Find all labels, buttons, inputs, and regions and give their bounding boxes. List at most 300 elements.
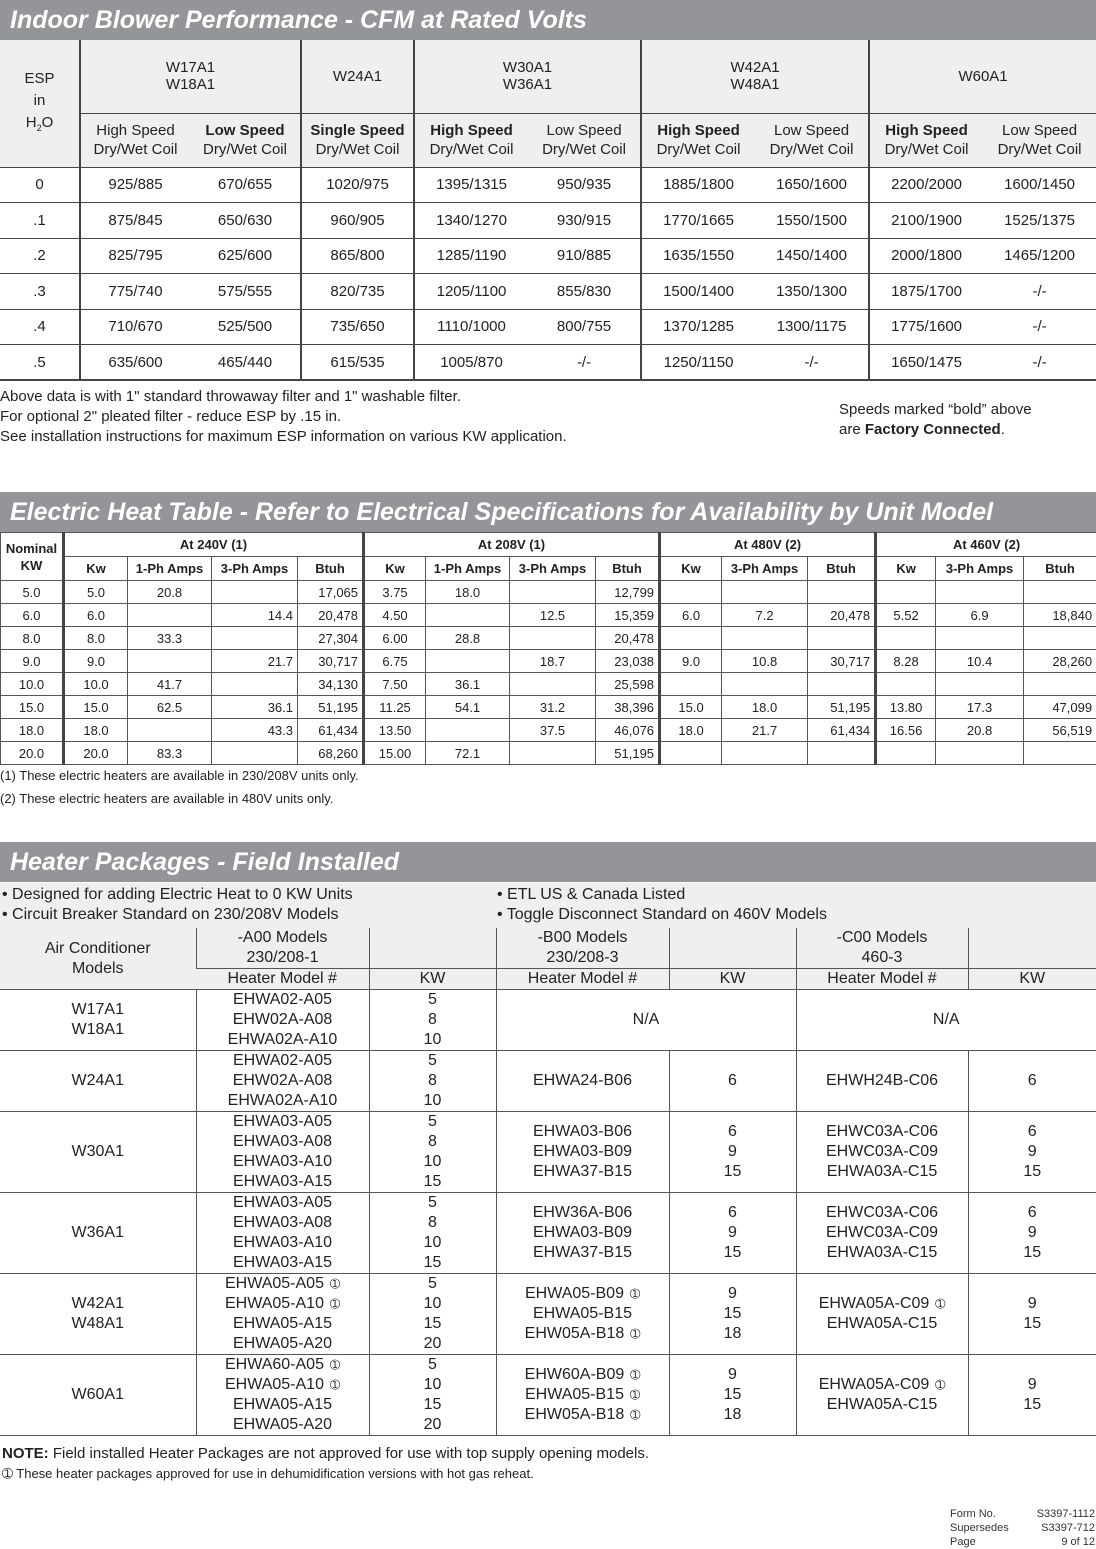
heat-value [128, 604, 212, 627]
blower-note-3: See installation instructions for maximum ESP information on various KW application. [0, 428, 567, 445]
ac-model: W60A1 [0, 1355, 196, 1436]
speed-header [869, 113, 983, 167]
heat-value: 41.7 [128, 673, 212, 696]
cfm-value: 950/935 [528, 167, 641, 203]
column-header: 1-Ph Amps [128, 557, 212, 581]
heat-value: 83.3 [128, 742, 212, 765]
column-header: Kw [876, 557, 936, 581]
heat-value: 7.2 [722, 604, 808, 627]
nominal-kw-value: 10.0 [1, 673, 64, 696]
heat-value: 13.80 [876, 696, 936, 719]
esp-sub: 2 [36, 122, 42, 133]
cfm-value: 1600/1450 [983, 167, 1096, 203]
heat-value: 43.3 [212, 719, 298, 742]
heat-value: 18.0 [64, 719, 128, 742]
kw-header: KW [669, 969, 796, 990]
table-row [0, 345, 1096, 381]
speed-header [528, 113, 641, 167]
nominal-kw-value: 15.0 [1, 696, 64, 719]
blower-note-1: Above data is with 1" standard throwaway filter and 1" washable filter. [0, 388, 461, 405]
circle-note-mark: ➀ [935, 1297, 946, 1311]
table-row [0, 990, 1096, 1051]
voltage-group-header: At 480V (2) [660, 533, 876, 557]
circle-note-mark: ➀ [630, 1408, 641, 1422]
circle-note-mark: ➀ [329, 1358, 341, 1372]
heater-models-a: EHWA03-A05 EHWA03-A08 EHWA03-A10 EHWA03-A15 [196, 1193, 369, 1274]
heat-value [660, 627, 722, 650]
cfm-value: 1465/1200 [983, 238, 1096, 274]
speeds-note [839, 400, 1032, 440]
cfm-value: 1020/975 [301, 167, 414, 203]
column-header: 3-Ph Amps [722, 557, 808, 581]
esp-value: .1 [0, 203, 80, 239]
speed-header [80, 113, 190, 167]
cfm-value: 1550/1500 [755, 203, 869, 239]
heat-value: 28,260 [1024, 650, 1096, 673]
pkg-note-2: ➀ These heater packages approved for use in dehumidification versions with hot gas reheat. [2, 1466, 534, 1481]
heat-value: 8.0 [64, 627, 128, 650]
speed-name: Single Speed [310, 122, 405, 139]
table-row [1, 627, 1096, 650]
speed-name: High Speed [657, 122, 740, 139]
cfm-value: 775/740 [80, 274, 190, 310]
kw-values: 5 10 15 20 [369, 1274, 496, 1355]
esp-value: .5 [0, 345, 80, 381]
heat-value: 34,130 [298, 673, 364, 696]
bullet-right-2: • Toggle Disconnect Standard on 460V Models [497, 906, 827, 923]
form-info-values [1037, 1507, 1095, 1549]
cfm-value: 2100/1900 [869, 203, 983, 239]
voltage-group-header: At 208V (1) [364, 533, 660, 557]
esp-value: .4 [0, 309, 80, 345]
heat-value: 18.0 [426, 581, 510, 604]
cfm-value: 615/535 [301, 345, 414, 381]
heat-value: 38,396 [596, 696, 660, 719]
heater-model-header: Heater Model # [796, 969, 968, 990]
cfm-value: 710/670 [80, 309, 190, 345]
table-row [1, 719, 1096, 742]
speed-name: Low Speed [1002, 122, 1078, 139]
coil-label: Dry/Wet Coil [656, 141, 741, 158]
kw-values: 9 15 18 [669, 1355, 796, 1436]
speed-header [983, 113, 1096, 167]
ac-model: W42A1 W48A1 [0, 1274, 196, 1355]
heater-models-c: EHWC03A-C06 EHWC03A-C09 EHWA03A-C15 [796, 1112, 968, 1193]
model-group-header: -A00 Models 230/208-1 [196, 928, 369, 969]
kw-values: 9 15 18 [669, 1274, 796, 1355]
cfm-value: 1875/1700 [869, 274, 983, 310]
kw-values: 6 9 15 [968, 1193, 1096, 1274]
kw-header: KW [369, 969, 496, 990]
heat-value: 6.9 [936, 604, 1024, 627]
heat-value: 10.8 [722, 650, 808, 673]
table-row [0, 1112, 1096, 1193]
heat-value [212, 581, 298, 604]
kw-group-blank [369, 928, 496, 969]
voltage-group-header: At 240V (1) [64, 533, 364, 557]
heat-value [426, 604, 510, 627]
heater-models-c: EHWH24B-C06 [796, 1051, 968, 1112]
heat-value: 21.7 [722, 719, 808, 742]
heat-value [510, 673, 596, 696]
heat-value: 20,478 [298, 604, 364, 627]
kw-values: 5 10 15 20 [369, 1355, 496, 1436]
ac-model: W17A1 W18A1 [0, 990, 196, 1051]
heat-value: 15,359 [596, 604, 660, 627]
heat-value: 61,434 [808, 719, 876, 742]
model-group-header: -B00 Models 230/208-3 [496, 928, 669, 969]
heat-value [722, 627, 808, 650]
speeds-note-line-2: are [839, 421, 865, 438]
kw-values: 5 8 10 [369, 1051, 496, 1112]
cfm-value: 625/600 [190, 238, 301, 274]
heat-value: 28.8 [426, 627, 510, 650]
heat-value: 27,304 [298, 627, 364, 650]
bullet-left-1: • Designed for adding Electric Heat to 0 KW Units [2, 886, 353, 903]
heat-value: 8.28 [876, 650, 936, 673]
coil-label: Dry/Wet Coil [203, 141, 287, 158]
kw-values: 6 9 15 [669, 1112, 796, 1193]
kw-values: 6 9 15 [669, 1193, 796, 1274]
circle-note-mark: ➀ [329, 1297, 341, 1311]
cfm-value: 525/500 [190, 309, 301, 345]
heat-value [1024, 627, 1096, 650]
heat-value [876, 627, 936, 650]
blower-title: Indoor Blower Performance - CFM at Rated Volts [0, 0, 1096, 40]
heat-value: 62.5 [128, 696, 212, 719]
model-header: W17A1 W18A1 [80, 40, 301, 113]
kw-values: 5 8 10 15 [369, 1193, 496, 1274]
heater-models-a: EHWA03-A05 EHWA03-A08 EHWA03-A10 EHWA03-A15 [196, 1112, 369, 1193]
model-group-header: -C00 Models 460-3 [796, 928, 968, 969]
table-row [0, 203, 1096, 239]
nominal-kw-header: Nominal KW [1, 533, 64, 581]
pkg-note [2, 1445, 649, 1462]
heat-value: 6.0 [64, 604, 128, 627]
table-row [1, 650, 1096, 673]
cfm-value: 670/655 [190, 167, 301, 203]
heat-value: 20.8 [936, 719, 1024, 742]
kw-values: 9 15 [968, 1355, 1096, 1436]
electric-heat-table [0, 532, 1096, 765]
heater-packages-table [0, 928, 1096, 1436]
table-row [0, 238, 1096, 274]
esp-h: H [25, 113, 37, 131]
cfm-value: 1005/870 [414, 345, 528, 381]
heat-value: 11.25 [364, 696, 426, 719]
pkg-bullets [0, 883, 1096, 929]
cfm-value: 1300/1175 [755, 309, 869, 345]
page-number: 9 of 12 [1061, 1536, 1095, 1548]
cfm-value: 960/905 [301, 203, 414, 239]
esp-in: in [33, 91, 46, 109]
heater-model-header: Heater Model # [496, 969, 669, 990]
note-label: NOTE: [2, 1445, 49, 1462]
table-row [1, 581, 1096, 604]
heat-value: 9.0 [660, 650, 722, 673]
heat-value: 9.0 [64, 650, 128, 673]
cfm-value: 1285/1190 [414, 238, 528, 274]
heater-models-b: EHWA05-B09 ➀ EHWA05-B15 EHW05A-B18 ➀ [496, 1274, 669, 1355]
kw-header: KW [968, 969, 1096, 990]
circle-note-mark: ➀ [630, 1368, 641, 1382]
table-row [1, 673, 1096, 696]
table-row [0, 274, 1096, 310]
heat-value: 4.50 [364, 604, 426, 627]
heat-value: 20.0 [64, 742, 128, 765]
heat-value [212, 673, 298, 696]
heat-value: 12.5 [510, 604, 596, 627]
heater-models-a: EHWA02-A05 EHW02A-A08 EHWA02A-A10 [196, 990, 369, 1051]
model-header: W42A1 W48A1 [641, 40, 869, 113]
column-header: 1-Ph Amps [426, 557, 510, 581]
heat-value [936, 581, 1024, 604]
cfm-value: 930/915 [528, 203, 641, 239]
form-number: S3397-1112 [1036, 1508, 1095, 1520]
heat-value [808, 673, 876, 696]
esp-o: O [41, 113, 54, 131]
heat-value [510, 627, 596, 650]
esp-label: ESP [24, 69, 55, 87]
heat-value: 7.50 [364, 673, 426, 696]
heater-models-b: EHW60A-B09 ➀ EHWA05-B15 ➀ EHW05A-B18 ➀ [496, 1355, 669, 1436]
heat-value: 17,065 [298, 581, 364, 604]
heat-value: 14.4 [212, 604, 298, 627]
bullet-right-1: • ETL US & Canada Listed [497, 886, 686, 903]
heat-value: 30,717 [808, 650, 876, 673]
heat-value: 37.5 [510, 719, 596, 742]
heat-value [128, 719, 212, 742]
heat-value: 13.50 [364, 719, 426, 742]
cfm-value: 1775/1600 [869, 309, 983, 345]
cfm-value: 650/630 [190, 203, 301, 239]
heater-model-header: Heater Model # [196, 969, 369, 990]
heat-value: 21.7 [212, 650, 298, 673]
kw-values: 5 8 10 15 [369, 1112, 496, 1193]
form-info-labels [950, 1507, 1009, 1549]
heat-value: 31.2 [510, 696, 596, 719]
elec-title: Electric Heat Table - Refer to Electrical Specifications for Availability by Unit Model [0, 492, 1096, 532]
cfm-value: 735/650 [301, 309, 414, 345]
ac-model: W36A1 [0, 1193, 196, 1274]
coil-label: Dry/Wet Coil [884, 141, 969, 158]
heat-value: 15.0 [64, 696, 128, 719]
heat-value: 15.0 [660, 696, 722, 719]
cfm-value: 1450/1400 [755, 238, 869, 274]
cfm-value: 1110/1000 [414, 309, 528, 345]
nominal-kw-value: 6.0 [1, 604, 64, 627]
circle-note-mark: ➀ [935, 1378, 946, 1392]
column-header: Kw [364, 557, 426, 581]
heat-value: 6.0 [660, 604, 722, 627]
cfm-value: 1650/1600 [755, 167, 869, 203]
bullet-left-2: • Circuit Breaker Standard on 230/208V Models [2, 906, 339, 923]
speed-name: High Speed [885, 122, 968, 139]
heat-value [426, 650, 510, 673]
heater-models-a: EHWA60-A05 ➀ EHWA05-A10 ➀ EHWA05-A15 EHWA05-A20 [196, 1355, 369, 1436]
circle-note-mark: ➀ [630, 1327, 641, 1341]
kw-group-blank [968, 928, 1096, 969]
heat-value: 18,840 [1024, 604, 1096, 627]
page-label: Page [950, 1536, 976, 1548]
heat-value [808, 742, 876, 765]
table-row [1, 696, 1096, 719]
heat-value [876, 581, 936, 604]
coil-label: Dry/Wet Coil [429, 141, 514, 158]
coil-label: Dry/Wet Coil [542, 141, 626, 158]
speed-name: High Speed [430, 122, 513, 139]
kw-group-blank [669, 928, 796, 969]
heater-models-c: EHWA05A-C09 ➀ EHWA05A-C15 [796, 1355, 968, 1436]
heat-value [128, 650, 212, 673]
cfm-value: 1635/1550 [641, 238, 755, 274]
cfm-value: 635/600 [80, 345, 190, 381]
cfm-value: 1370/1285 [641, 309, 755, 345]
table-row [0, 1355, 1096, 1436]
heat-value: 61,434 [298, 719, 364, 742]
heat-value: 18.0 [660, 719, 722, 742]
speed-name: Low Speed [205, 122, 285, 139]
blower-note-2: For optional 2" pleated filter - reduce ESP by .15 in. [0, 408, 342, 425]
model-header: W24A1 [301, 40, 414, 113]
column-header: Btuh [808, 557, 876, 581]
heat-value: 23,038 [596, 650, 660, 673]
heat-value: 56,519 [1024, 719, 1096, 742]
cfm-value: 910/885 [528, 238, 641, 274]
speed-header [641, 113, 755, 167]
blower-notes [0, 387, 567, 447]
supersedes-label: Supersedes [950, 1522, 1009, 1534]
cfm-value: 855/830 [528, 274, 641, 310]
heater-models-b: EHW36A-B06 EHWA03-B09 EHWA37-B15 [496, 1193, 669, 1274]
heat-value: 5.0 [64, 581, 128, 604]
cfm-value: 575/555 [190, 274, 301, 310]
table-row [0, 1274, 1096, 1355]
cfm-value: 1500/1400 [641, 274, 755, 310]
esp-value: .2 [0, 238, 80, 274]
column-header: Kw [660, 557, 722, 581]
coil-label: Dry/Wet Coil [769, 141, 854, 158]
heat-value: 36.1 [212, 696, 298, 719]
speed-name: Low Speed [774, 122, 850, 139]
heat-value [1024, 673, 1096, 696]
heater-models-a: EHWA05-A05 ➀ EHWA05-A10 ➀ EHWA05-A15 EHWA05-A20 [196, 1274, 369, 1355]
heat-value: 25,598 [596, 673, 660, 696]
heat-value: 17.3 [936, 696, 1024, 719]
cfm-value: 1340/1270 [414, 203, 528, 239]
speed-header [414, 113, 528, 167]
column-header: 3-Ph Amps [212, 557, 298, 581]
heat-value [808, 627, 876, 650]
heat-value [722, 673, 808, 696]
heat-value: 5.52 [876, 604, 936, 627]
heater-models-b: EHWA24-B06 [496, 1051, 669, 1112]
heat-value: 51,195 [808, 696, 876, 719]
heat-value [212, 742, 298, 765]
circle-note-mark: ➀ [329, 1277, 341, 1291]
speed-header [755, 113, 869, 167]
circle-note-mark: ➀ [629, 1388, 641, 1402]
heat-value: 46,076 [596, 719, 660, 742]
coil-label: Dry/Wet Coil [997, 141, 1082, 158]
heat-value: 18.7 [510, 650, 596, 673]
heat-value: 6.75 [364, 650, 426, 673]
model-header: W30A1 W36A1 [414, 40, 641, 113]
cfm-value: 1250/1150 [641, 345, 755, 381]
heat-value [722, 742, 808, 765]
heat-value: 30,717 [298, 650, 364, 673]
heater-models-c: EHWA05A-C09 ➀ EHWA05A-C15 [796, 1274, 968, 1355]
heat-value [212, 627, 298, 650]
heat-value: 12,799 [596, 581, 660, 604]
cfm-value: 800/755 [528, 309, 641, 345]
speed-header [301, 113, 414, 167]
table-row [1, 604, 1096, 627]
speed-name: Low Speed [546, 122, 622, 139]
cfm-value: 2200/2000 [869, 167, 983, 203]
speeds-note-line-1: Speeds marked “bold” above [839, 401, 1032, 418]
column-header: Kw [64, 557, 128, 581]
pkg-title: Heater Packages - Field Installed [0, 842, 1096, 882]
heat-value: 15.00 [364, 742, 426, 765]
circle-note-mark: ➀ [629, 1287, 641, 1301]
kw-values: 6 [968, 1051, 1096, 1112]
cfm-value: -/- [983, 274, 1096, 310]
ac-model: W24A1 [0, 1051, 196, 1112]
esp-header [0, 40, 80, 167]
circle-note-mark: ➀ [329, 1378, 341, 1392]
heater-models-b: EHWA03-B06 EHWA03-B09 EHWA37-B15 [496, 1112, 669, 1193]
speed-name: High Speed [96, 122, 175, 139]
column-header: Btuh [298, 557, 364, 581]
column-header: 3-Ph Amps [510, 557, 596, 581]
heat-value: 72.1 [426, 742, 510, 765]
heat-value [876, 742, 936, 765]
heat-value: 51,195 [298, 696, 364, 719]
heat-value [722, 581, 808, 604]
nominal-kw-value: 20.0 [1, 742, 64, 765]
table-row [1, 742, 1096, 765]
cfm-value: -/- [983, 309, 1096, 345]
cfm-value: 1770/1665 [641, 203, 755, 239]
cfm-value: 1885/1800 [641, 167, 755, 203]
column-header: Btuh [1024, 557, 1096, 581]
kw-values: 6 [669, 1051, 796, 1112]
heater-models-c: EHWC03A-C06 EHWC03A-C09 EHWA03A-C15 [796, 1193, 968, 1274]
heat-value [1024, 742, 1096, 765]
elec-foot-1: (1) These electric heaters are available in 230/208V units only. [0, 768, 359, 783]
coil-label: Dry/Wet Coil [93, 141, 178, 158]
cfm-value: 1650/1475 [869, 345, 983, 381]
cfm-value: 2000/1800 [869, 238, 983, 274]
kw-values: 6 9 15 [968, 1112, 1096, 1193]
form-label: Form No. [950, 1508, 996, 1520]
cfm-value: 1525/1375 [983, 203, 1096, 239]
heat-value: 18.0 [722, 696, 808, 719]
heat-value [510, 581, 596, 604]
cfm-value: 1205/1100 [414, 274, 528, 310]
ac-models-header: Air Conditioner Models [0, 928, 196, 990]
heat-value [1024, 581, 1096, 604]
heat-value: 47,099 [1024, 696, 1096, 719]
model-header: W60A1 [869, 40, 1096, 113]
heat-value: 33.3 [128, 627, 212, 650]
heat-value: 36.1 [426, 673, 510, 696]
heater-models-a: EHWA02-A05 EHW02A-A08 EHWA02A-A10 [196, 1051, 369, 1112]
heat-value [510, 742, 596, 765]
esp-value: 0 [0, 167, 80, 203]
ac-model: W30A1 [0, 1112, 196, 1193]
